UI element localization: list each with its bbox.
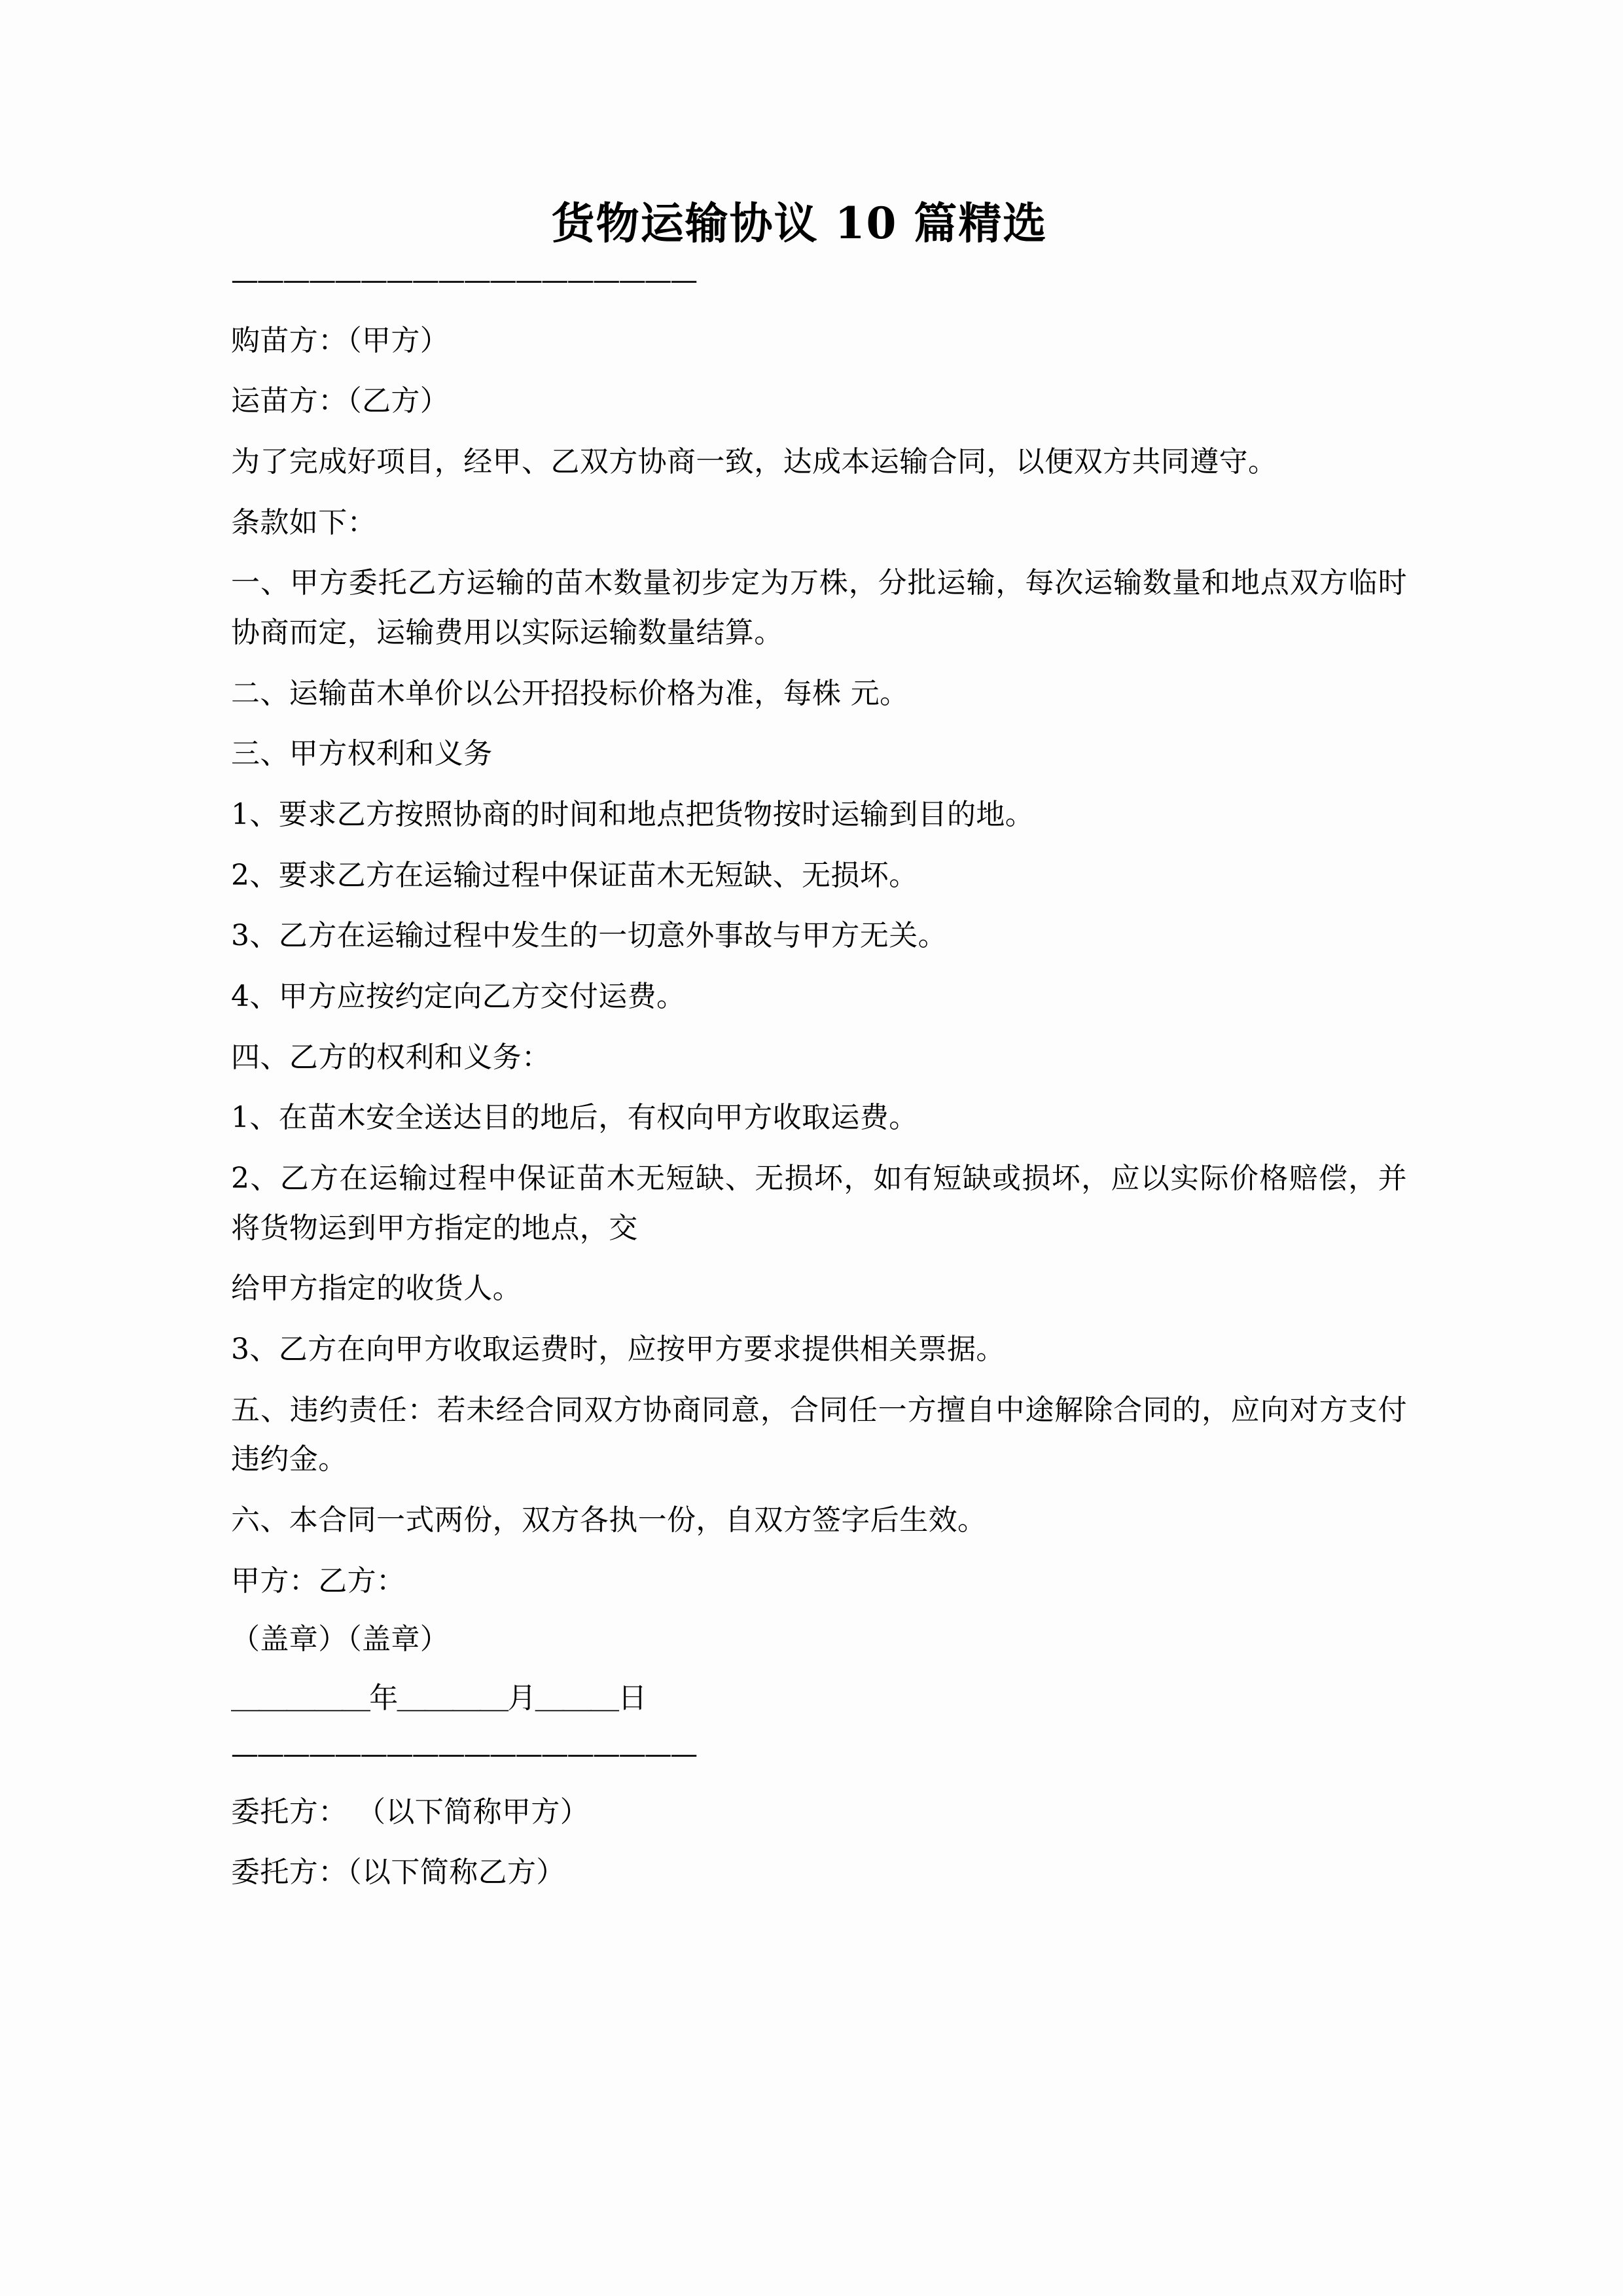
clause-five: 五、违约责任：若未经合同双方协商同意，合同任一方擅自中途解除合同的，应向对方支付违约金。: [231, 1393, 1407, 1477]
page-title: 货物运输协议 10 篇精选: [551, 198, 1048, 249]
clause-four-item-1: 1、在苗木安全送达目的地后，有权向甲方收取运费。: [231, 1101, 918, 1135]
entrusting-party-a-line: 委托方： （以下简称甲方）: [231, 1795, 590, 1829]
clause-two: 二、运输苗木单价以公开招投标价格为准，每株 元。: [231, 676, 909, 710]
document-body: [231, 316, 1407, 1723]
clause-three-item-2: 2、要求乙方在运输过程中保证苗木无短缺、无损坏。: [231, 858, 918, 892]
signature-parties-line: 甲方：乙方：: [231, 1564, 406, 1598]
party-buyer-line: 购苗方：（甲方）: [231, 323, 450, 357]
clause-four-heading: 四、乙方的权利和义务：: [231, 1040, 551, 1074]
clause-three-item-4: 4、甲方应按约定向乙方交付运费。: [231, 979, 686, 1013]
clause-one: 一、甲方委托乙方运输的苗木数量初步定为万株，分批运输，每次运输数量和地点双方临时协商而定，运输费用以实际运输数量结算。: [231, 566, 1407, 649]
entrusting-party-b-line: 委托方：（以下简称乙方）: [231, 1856, 565, 1890]
terms-heading: 条款如下：: [231, 505, 376, 539]
clause-four-item-3: 3、乙方在向甲方收取运费时，应按甲方要求提供相关票据。: [231, 1332, 1005, 1366]
party-carrier-line: 运苗方：（乙方）: [231, 384, 450, 418]
clause-four-item-2-cont: 给甲方指定的收货人。: [231, 1272, 522, 1306]
clause-six: 六、本合同一式两份，双方各执一份，自双方签字后生效。: [231, 1503, 987, 1537]
divider-top: ——————————————————: [231, 266, 696, 296]
clause-three-item-3: 3、乙方在运输过程中发生的一切意外事故与甲方无关。: [231, 919, 947, 953]
document-closing: [231, 1787, 1407, 1897]
signature-seal-line: （盖章）（盖章）: [231, 1623, 450, 1657]
preamble-paragraph: 为了完成好项目，经甲、乙双方协商一致，达成本运输合同，以便双方共同遵守。: [231, 444, 1277, 478]
divider-bottom: ——————————————————: [231, 1740, 696, 1770]
clause-three-item-1: 1、要求乙方按照协商的时间和地点把货物按时运输到目的地。: [231, 797, 1035, 831]
signature-date-line: ＿＿＿＿＿年＿＿＿＿月＿＿＿日: [231, 1681, 646, 1715]
clause-three-heading: 三、甲方权利和义务: [231, 737, 493, 771]
clause-four-item-2: 2、乙方在运输过程中保证苗木无短缺、无损坏，如有短缺或损坏，应以实际价格赔偿，并将货物运到甲方指定的地点，交: [231, 1161, 1407, 1245]
